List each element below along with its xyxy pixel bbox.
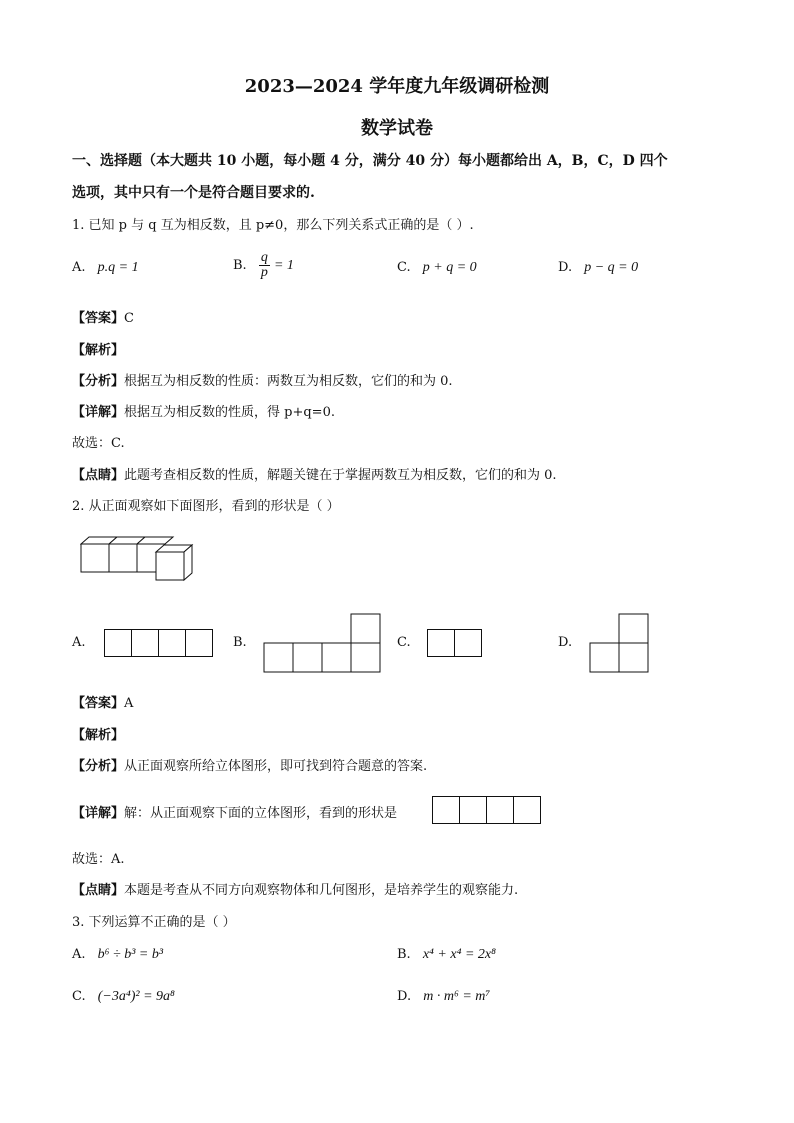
fraction bbox=[259, 251, 270, 280]
fraction-numerator: q bbox=[260, 250, 268, 265]
grid-cell bbox=[185, 629, 213, 657]
grid-cell bbox=[427, 629, 455, 657]
grid-cell bbox=[432, 796, 460, 824]
option-expr: = 1 bbox=[273, 258, 294, 273]
option-label: B. bbox=[397, 947, 411, 962]
q2-analysis-tag bbox=[72, 724, 124, 743]
dianjing-tag: 【点睛】 bbox=[72, 468, 125, 483]
q3-option-b bbox=[397, 947, 496, 963]
option-expr: p + q = 0 bbox=[422, 260, 477, 275]
answer-value: A bbox=[124, 696, 134, 711]
q2-option-a-label: A. bbox=[72, 635, 86, 650]
q2-option-a-figure bbox=[104, 629, 213, 657]
dianjing-text: 本题是考查从不同方向观察物体和几何图形，是培养学生的观察能力. bbox=[124, 883, 519, 898]
option-expr: x⁴ + x⁴ = 2x⁸ bbox=[422, 947, 496, 962]
section-heading-line2: 选项，其中只有一个是符合题目要求的. bbox=[72, 185, 315, 201]
xiangjie-text: 解：从正面观察下面的立体图形，看到的形状是 bbox=[124, 806, 398, 821]
option-label: D. bbox=[397, 989, 412, 1004]
q1-xiangjie bbox=[72, 401, 335, 420]
dianjing-text: 此题考查相反数的性质，解题关键在于掌握两数互为相反数，它们的和为 0. bbox=[124, 468, 557, 483]
grid-cell bbox=[454, 629, 482, 657]
fenxi-text: 根据互为相反数的性质：两数互为相反数，它们的和为 0. bbox=[124, 374, 453, 389]
q2-solution-figure bbox=[432, 796, 541, 824]
grid-cell bbox=[104, 629, 132, 657]
xiangjie-tag: 【详解】 bbox=[72, 405, 125, 420]
answer-value: C bbox=[124, 311, 134, 326]
q2-fenxi bbox=[72, 755, 427, 774]
q2-option-b-label: B. bbox=[233, 635, 247, 650]
q1-dianjing bbox=[72, 464, 557, 483]
grid-cell bbox=[459, 796, 487, 824]
answer-tag: 【答案】 bbox=[72, 311, 125, 326]
grid-cell bbox=[131, 629, 159, 657]
fenxi-text: 从正面观察所给立体图形，即可找到符合题意的答案. bbox=[124, 759, 428, 774]
q2-option-d-figure bbox=[589, 613, 651, 673]
grid-cell bbox=[513, 796, 541, 824]
answer-tag: 【答案】 bbox=[72, 696, 125, 711]
q1-fenxi bbox=[72, 370, 453, 389]
grid-cell bbox=[486, 796, 514, 824]
fenxi-tag: 【分析】 bbox=[72, 374, 125, 389]
q3-stem: 3. 下列运算不正确的是（ ） bbox=[72, 915, 236, 930]
option-expr: p.q = 1 bbox=[97, 260, 139, 275]
option-expr: b⁶ ÷ b³ = b³ bbox=[97, 947, 164, 962]
q2-dianjing bbox=[72, 879, 518, 898]
q3-option-d bbox=[397, 989, 490, 1005]
option-expr: p − q = 0 bbox=[584, 260, 639, 275]
analysis-tag: 【解析】 bbox=[72, 728, 125, 743]
option-label: B. bbox=[233, 258, 247, 273]
q2-xiangjie bbox=[72, 802, 397, 821]
xiangjie-tag: 【详解】 bbox=[72, 806, 125, 821]
q2-option-b-figure bbox=[263, 613, 383, 673]
q2-answer bbox=[72, 692, 133, 711]
q1-option-b bbox=[233, 251, 294, 280]
option-label: A. bbox=[72, 947, 86, 962]
q1-option-c bbox=[397, 260, 477, 276]
q1-answer bbox=[72, 307, 134, 326]
section-heading-line1: 一、选择题（本大题共 10 小题，每小题 4 分，满分 40 分）每小题都给出 A，B，C，D 四个 bbox=[72, 153, 668, 169]
analysis-tag: 【解析】 bbox=[72, 343, 125, 358]
option-label: C. bbox=[72, 989, 86, 1004]
solid-figure bbox=[80, 536, 210, 582]
q1-stem: 1. 已知 p 与 q 互为相反数，且 p≠0，那么下列关系式正确的是（ ）. bbox=[72, 218, 474, 233]
page-title: 2023—2024 学年度九年级调研检测 bbox=[244, 76, 550, 97]
q3-option-a bbox=[72, 947, 163, 963]
option-label: A. bbox=[72, 260, 86, 275]
dianjing-tag: 【点睛】 bbox=[72, 883, 125, 898]
option-label: D. bbox=[558, 260, 573, 275]
grid-cell bbox=[158, 629, 186, 657]
fenxi-tag: 【分析】 bbox=[72, 759, 125, 774]
q2-option-d-label: D. bbox=[558, 635, 573, 650]
option-label: C. bbox=[397, 260, 411, 275]
q1-analysis-tag bbox=[72, 339, 124, 358]
xiangjie-text: 根据互为相反数的性质，得 p+q=0. bbox=[124, 405, 335, 420]
q2-option-c-figure bbox=[427, 629, 482, 657]
option-expr: m · m⁶ = m⁷ bbox=[423, 989, 491, 1004]
option-expr: (−3a⁴)² = 9a⁸ bbox=[97, 989, 175, 1004]
q2-stem: 2. 从正面观察如下面图形，看到的形状是（ ） bbox=[72, 499, 340, 514]
page-subtitle: 数学试卷 bbox=[361, 118, 433, 139]
q2-option-c-label: C. bbox=[397, 635, 411, 650]
q1-option-d bbox=[558, 260, 638, 276]
q3-option-c bbox=[72, 989, 175, 1005]
fraction-denominator: p bbox=[260, 265, 268, 280]
q1-option-a bbox=[72, 260, 139, 276]
q1-choose: 故选：C. bbox=[72, 436, 125, 451]
q2-choose: 故选：A. bbox=[72, 852, 125, 867]
